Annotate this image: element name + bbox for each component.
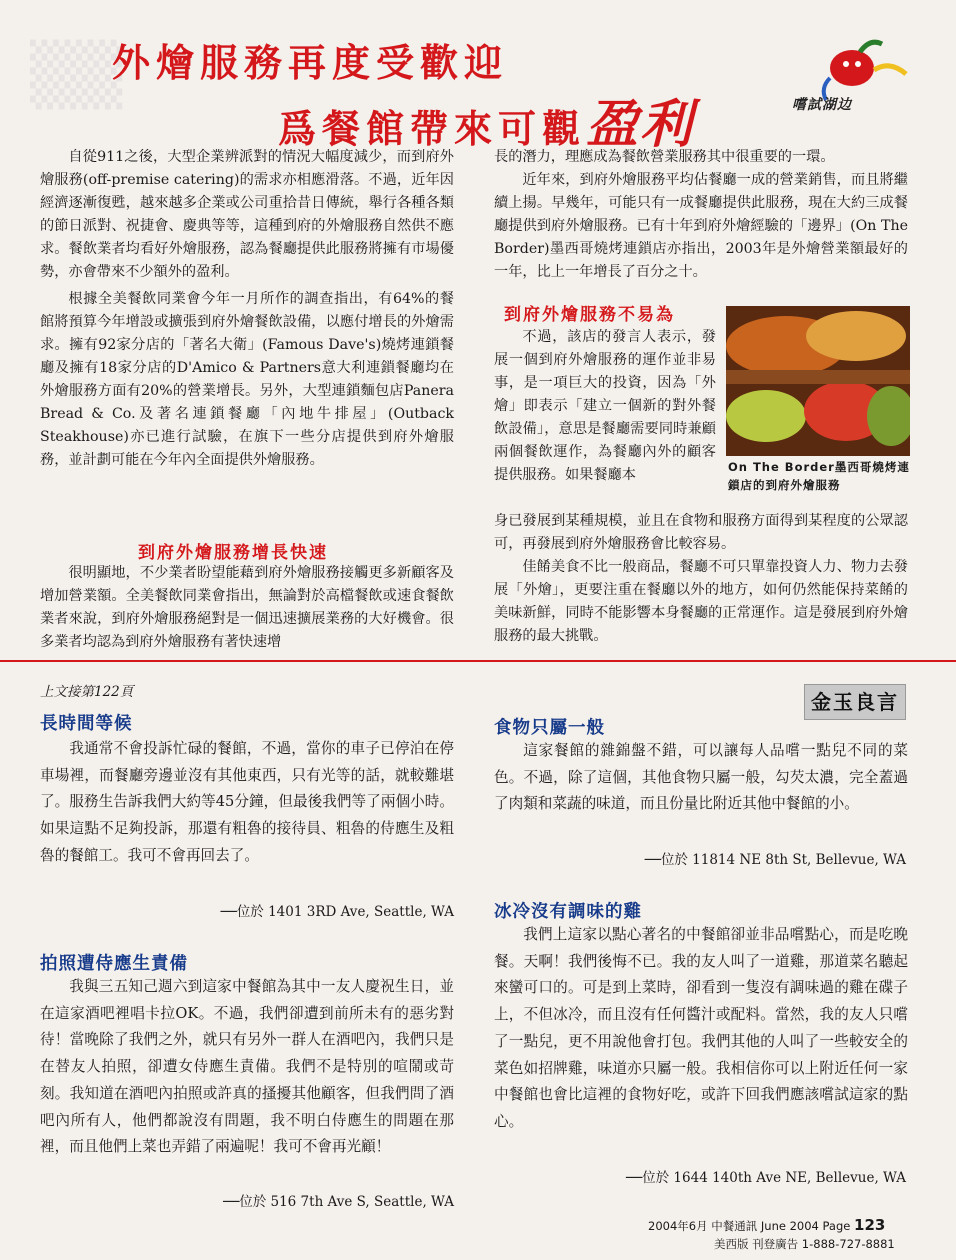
- article-paragraph: 佳餚美食不比一般商品，餐廳不可只單靠投資人力、物力去發展「外燴」，更要注重在餐廳以外的地方，如何仍然能保持菜餚的美味新鮮，同時不能影響本身餐廳的正常運作。這是發展到府外燴服務的最大挑戰。: [494, 559, 908, 644]
- background-ghost-print: ▒▒: [30, 40, 123, 110]
- chili-pepper-logo-icon: [790, 30, 910, 130]
- review-location: ──位於 516 7th Ave S, Seattle, WA: [222, 1194, 454, 1210]
- subheading-challenge: 到府外燴服務不易為: [504, 305, 675, 325]
- review-title: 拍照遭侍應生責備: [40, 954, 188, 974]
- page-number: 123: [854, 1216, 886, 1234]
- review-title: 長時間等候: [40, 714, 133, 734]
- review-location: ──位於 1401 3RD Ave, Seattle, WA: [220, 904, 454, 920]
- article-paragraph: 長的潛力，理應成為餐飲營業服務其中很重要的一環。: [494, 149, 835, 165]
- article-right-column: [494, 146, 908, 284]
- subheading-growth: 到府外燴服務增長快速: [138, 543, 328, 563]
- column-badge: 金玉良言: [804, 684, 906, 720]
- article-paragraph: 根據全美餐飲同業會今年一月所作的調查指出，有64%的餐館將預算今年增設或擴張到府外燴餐飲設備，以應付增長的外燴需求。擁有92家分店的「著名大衛」(Famous Dave's)燒烤連鎖餐廳及擁有18家分店的D'Amico & Partners意大利連鎖餐廳均在外燴服務方面有20%的營業增長。另外，大型連鎖麵包店Panera Bread & Co.及著名連鎖餐廳「內地牛排屋」(Outback Steakhouse)亦已進行試驗，在旗下一些分店提供到府外燴服務，並計劃可能在今年內全面提供外燴服務。: [40, 291, 454, 468]
- review-body: [40, 736, 454, 870]
- review-text: 這家餐館的雜錦盤不錯，可以讓每人品嚐一點兒不同的菜色。不過，除了這個，其他食物只屬一般，勾芡太濃，完全蓋過了肉類和菜蔬的味道，而且份量比附近其他中餐館的小。: [494, 742, 908, 813]
- review-body: [494, 738, 908, 818]
- review-text: 我通常不會投訴忙碌的餐館，不過，當你的車子已停泊在停車場裡，而餐廳旁邊並沒有其他東西，只有光等的話，就較難堪了。服務生告訴我們大約等45分鐘，但最後我們等了兩個小時。如果這點不足夠投訴，那還有粗魯的接待員、粗魯的侍應生及粗魯的餐館工。我可不會再回去了。: [40, 740, 454, 864]
- page-footer-line1: [648, 1216, 885, 1234]
- photo-caption: On The Border墨西哥燒烤連鎖店的到府外燴服務: [728, 460, 910, 492]
- logo-caption: 嚐試湖边: [792, 97, 852, 113]
- footer-date-text: 2004年6月 中餐通訊 June 2004 Page: [648, 1219, 851, 1233]
- article-growth-text: [40, 562, 454, 654]
- article-paragraph: 近年來，到府外燴服務平均佔餐廳一成的營業銷售，而且將繼續上揚。早幾年，可能只有一成餐廳提供此服務，現在大約三成餐廳提供到府外燴服務。已有十年到府外燴經驗的「邊界」(On The Border)墨西哥燒烤連鎖店亦指出，2003年是外燴營業額最好的一年，比上一年增長了百分之十。: [494, 172, 908, 280]
- article-left-column: [40, 146, 454, 472]
- continued-note: 上文接第122頁: [40, 684, 134, 700]
- article-paragraph: 自從911之後，大型企業辨派對的情況大幅度減少，而到府外燴服務(off-premise catering)的需求亦相應滑落。不過，近年因經濟逐漸復甦，越來越多企業或公司重拾昔日傳統，舉行各種各類的節日派對、祝捷會、慶典等等，這種到府的外燴服務自然供不應求。餐飲業者均看好外燴服務，認為餐廳提供此服務將擁有市場優勢，亦會帶來不少額外的盈利。: [40, 149, 454, 280]
- review-text: 我與三五知己週六到這家中餐館為其中一友人慶祝生日，並在這家酒吧裡唱卡拉OK。不過，我們卻遭到前所未有的惡劣對待！當晚除了我們之外，就只有另外一群人在酒吧內，我們只是在替友人拍照，卻遭女侍應生責備。我們不是特別的喧鬧或苛刻。我知道在酒吧內拍照或許真的搔擾其他顧客，但我們問了酒吧內所有人，他們都說沒有問題，我不明白侍應生的問題在那裡，而且他們上菜也弄錯了兩遍呢！我可不會再光顧！: [40, 978, 454, 1156]
- headline-emphasis: 盈利: [586, 95, 695, 155]
- headline-line-1: 外燴服務再度受歡迎: [112, 41, 509, 85]
- article-challenge-narrow: [494, 326, 716, 487]
- page-footer-line2: 美西版 刊登廣告 1-888-727-8881: [714, 1237, 895, 1251]
- article-paragraph: 身已發展到某種規模，並且在食物和服務方面得到某程度的公眾認可，再發展到府外燴服務會比較容易。: [494, 513, 908, 552]
- review-text: 我們上這家以點心著名的中餐館卻並非品嚐點心，而是吃晚餐。天啊！我們後悔不已。我的友人叫了一道雞，那道菜名聽起來蠻可口的。可是到上菜時，卻看到一隻沒有調味過的雞在碟子上，不但冰冷，而且沒有任何醬汁或配料。當然，我的友人只嚐了一點兒，更不用說他會打包。我們其他的人叫了一些較安全的菜色如招牌雞，味道亦只屬一般。我相信你可以上附近任何一家中餐館也會比這裡的食物好吃，或許下回我們應該嚐試這家的點心。: [494, 926, 908, 1130]
- review-title: 食物只屬一般: [494, 718, 605, 738]
- review-location: ──位於 1644 140th Ave NE, Bellevue, WA: [625, 1170, 906, 1186]
- article-challenge-wide: [494, 510, 908, 648]
- review-title: 冰冷沒有調味的雞: [494, 902, 642, 922]
- article-paragraph: 不過，該店的發言人表示，發展一個到府外燴服務的運作並非易事，是一項巨大的投資，因為「外燴」即表示「建立一個新的對外餐飲設備」，意思是餐廳需要同時兼顧兩個餐飲運作，為餐廳內外的顧客提供服務。如果餐廳本: [494, 329, 716, 483]
- review-body: [40, 974, 454, 1161]
- catering-food-photo: [726, 306, 910, 456]
- headline-line-2-text: 爲餐館帶來可觀: [278, 107, 587, 151]
- review-location: ──位於 11814 NE 8th St, Bellevue, WA: [644, 852, 906, 868]
- section-divider: [0, 660, 956, 662]
- review-body: [494, 922, 908, 1136]
- article-paragraph: 很明顯地，不少業者盼望能藉到府外燴服務接觸更多新顧客及增加營業額。全美餐飲同業會指出，無論對於高檔餐飲或速食餐飲業者來說，到府外燴服務絕對是一個迅速擴展業務的大好機會。很多業者均認為到府外燴服務有著快速增: [40, 565, 454, 650]
